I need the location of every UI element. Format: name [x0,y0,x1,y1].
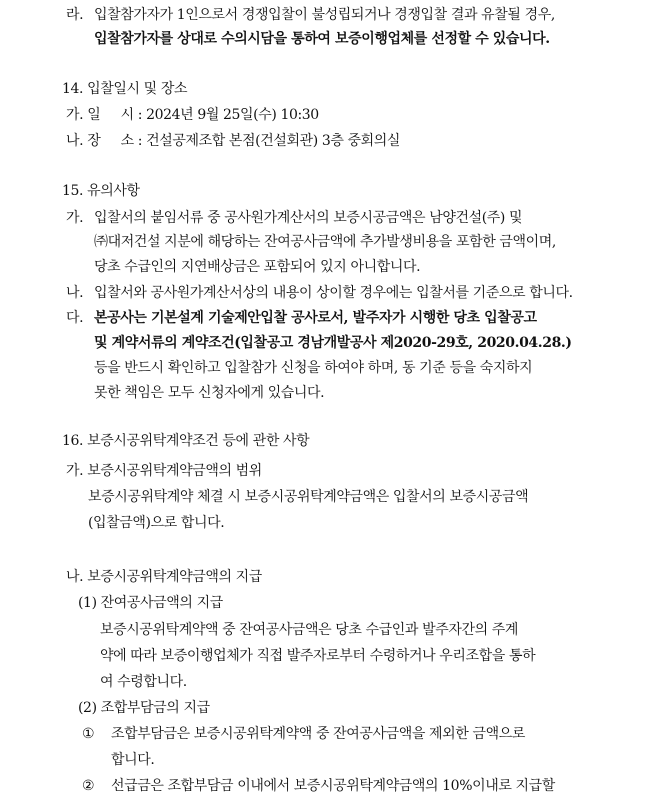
section-heading: 16. 보증시공위탁계약조건 등에 관한 사항 [62,433,310,449]
paragraph-line: 등을 반드시 확인하고 입찰참가 신청을 하여야 하며, 동 기준 등을 숙지하지 [94,360,533,376]
paragraph-line: 입찰참가자가 1인으로서 경쟁입찰이 불성립되거나 경쟁입찰 결과 유찰될 경우, [94,7,555,23]
subsection-heading: 가. 보증시공위탁계약금액의 범위 [66,463,262,479]
paragraph-line: 못한 책임은 모두 신청자에게 있습니다. [94,385,325,401]
paragraph-line: 조합부담금은 보증시공위탁계약액 중 잔여공사금액을 제외한 금액으로 [111,726,525,742]
paragraph-line: 입찰서의 붙임서류 중 공사원가계산서의 보증시공금액은 남양건설(주) 및 [94,210,523,226]
list-marker: ② [82,778,95,794]
paragraph-line: 당초 수급인의 지연배상금은 포함되어 있지 아니합니다. [94,259,421,275]
list-marker: ① [82,726,95,742]
paragraph-line: 본공사는 기본설계 기술제안입찰 공사로서, 발주자가 시행한 당초 입찰공고 [94,310,537,326]
list-marker: 라. [66,7,84,23]
paragraph-line: 약에 따라 보증이행업체가 직접 발주자로부터 수령하거나 우리조합을 통하 [100,648,536,664]
item-heading: (1) 잔여공사금액의 지급 [78,595,223,611]
subsection-heading: 나. 보증시공위탁계약금액의 지급 [66,569,262,585]
list-marker: 나. [66,285,84,301]
section-heading: 15. 유의사항 [62,183,140,199]
paragraph-line: 보증시공위탁계약 체결 시 보증시공위탁계약금액은 입찰서의 보증시공금액 [88,489,529,505]
paragraph-line: 및 계약서류의 계약조건(입찰공고 경남개발공사 제2020-29호, 2020.04.28.) [94,335,572,351]
paragraph-line: 입찰참가자를 상대로 수의시담을 통하여 보증이행업체를 선정할 수 있습니다. [94,31,550,47]
list-item: 나. 장 소 : 건설공제조합 본점(건설회관) 3층 중회의실 [66,133,401,149]
list-item: 가. 일 시 : 2024년 9월 25일(수) 10:30 [66,107,319,123]
item-heading: (2) 조합부담금의 지급 [78,700,210,716]
paragraph-line: 여 수령합니다. [100,674,187,690]
paragraph-line: 합니다. [111,752,155,768]
section-heading: 14. 입찰일시 및 장소 [62,81,188,97]
list-marker: 다. [66,310,84,326]
paragraph-line: 보증시공위탁계약액 중 잔여공사금액은 당초 수급인과 발주자간의 주계 [100,622,519,638]
paragraph-line: (입찰금액)으로 합니다. [88,515,225,531]
paragraph-line: 선급금은 조합부담금 이내에서 보증시공위탁계약금액의 10%이내로 지급할 [111,778,555,794]
paragraph-line: 입찰서와 공사원가계산서상의 내용이 상이할 경우에는 입찰서를 기준으로 합니다. [94,285,573,301]
list-marker: 가. [66,210,84,226]
paragraph-line: ㈜대저건설 지분에 해당하는 잔여공사금액에 추가발생비용을 포함한 금액이며, [94,234,556,250]
